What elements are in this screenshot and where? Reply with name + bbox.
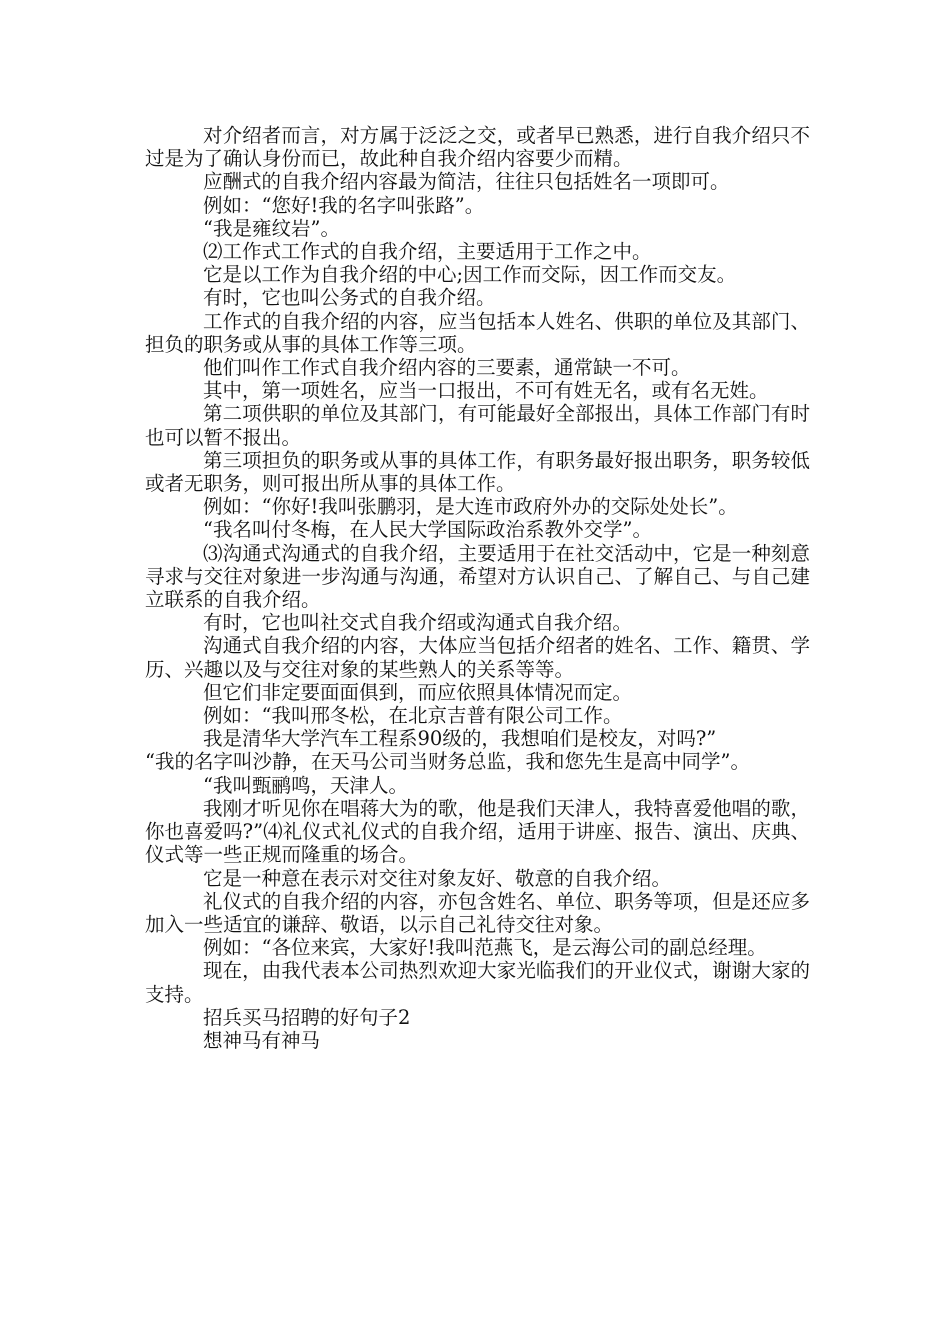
paragraph: 想神马有神马 [203,1028,321,1052]
paragraph: 第二项供职的单位及其部门，有可能最好全部报出，具体工作部门有时也可以暂不报出。 [145,402,810,449]
paragraph: 例如：“你好!我叫张鹏羽，是大连市政府外办的交际处处长”。 [203,495,738,519]
paragraph: “我名叫付冬梅，在人民大学国际政治系教外交学”。 [203,518,652,542]
paragraph: 现在，由我代表本公司热烈欢迎大家光临我们的开业仪式，谢谢大家的支持。 [145,959,810,1006]
paragraph: 对介绍者而言，对方属于泛泛之交，或者早已熟悉，进行自我介绍只不过是为了确认身份而已，故此种自我介绍内容要少而精。 [145,124,810,171]
paragraph: 招兵买马招聘的好句子2 [203,1005,411,1029]
paragraph: 其中，第一项姓名，应当一口报出，不可有姓无名，或有名无姓。 [203,379,769,403]
paragraph: ⑵工作式工作式的自我介绍，主要适用于工作之中。 [203,240,652,264]
paragraph: 例如：“您好!我的名字叫张路”。 [203,193,485,217]
paragraph: 沟通式自我介绍的内容，大体应当包括介绍者的姓名、工作、籍贯、学历、兴趣以及与交往对象的某些熟人的关系等等。 [145,634,810,681]
paragraph: 它是以工作为自我介绍的中心;因工作而交际，因工作而交友。 [203,263,737,287]
paragraph: “我叫甄鹂鸣，天津人。 [203,773,408,797]
paragraph: “我是雍纹岩”。 [203,216,340,240]
paragraph: 有时，它也叫社交式自我介绍或沟通式自我介绍。 [203,611,633,635]
paragraph: 他们叫作工作式自我介绍内容的三要素，通常缺一不可。 [203,356,691,380]
paragraph: 礼仪式的自我介绍的内容，亦包含姓名、单位、职务等项，但是还应多加入一些适宜的谦辞、敬语，以示自己礼待交往对象。 [145,889,810,936]
paragraph: 工作式的自我介绍的内容，应当包括本人姓名、供职的单位及其部门、担负的职务或从事的具体工作等三项。 [145,309,810,356]
document-body [145,124,810,1052]
paragraph: ⑶沟通式沟通式的自我介绍，主要适用于在社交活动中，它是一种刻意寻求与交往对象进一步沟通与沟通，希望对方认识自己、了解自己、与自己建立联系的自我介绍。 [145,541,810,612]
paragraph: 我是清华大学汽车工程系90级的，我想咱们是校友，对吗?” [203,727,717,751]
paragraph: 例如：“我叫邢冬松，在北京吉普有限公司工作。 [203,704,623,728]
paragraph: 第三项担负的职务或从事的具体工作，有职务最好报出职务，职务较低或者无职务，则可报出所从事的具体工作。 [145,448,810,496]
paragraph: 但它们非定要面面俱到，而应依照具体情况而定。 [203,680,633,704]
paragraph: 我刚才听见你在唱蒋大为的歌，他是我们天津人，我特喜爱他唱的歌，你也喜爱吗?”⑷礼仪式礼仪式的自我介绍，适用于讲座、报告、演出、庆典、仪式等一些正规而隆重的场合。 [145,796,810,867]
paragraph: “我的名字叫沙静，在天马公司当财务总监，我和您先生是高中同学”。 [145,750,750,774]
paragraph: 例如：“各位来宾，大家好!我叫范燕飞，是云海公司的副总经理。 [203,936,767,960]
paragraph: 有时，它也叫公务式的自我介绍。 [203,286,496,310]
paragraph: 应酬式的自我介绍内容最为简洁，往往只包括姓名一项即可。 [203,170,730,194]
paragraph: 它是一种意在表示对交往对象友好、敬意的自我介绍。 [203,866,672,890]
